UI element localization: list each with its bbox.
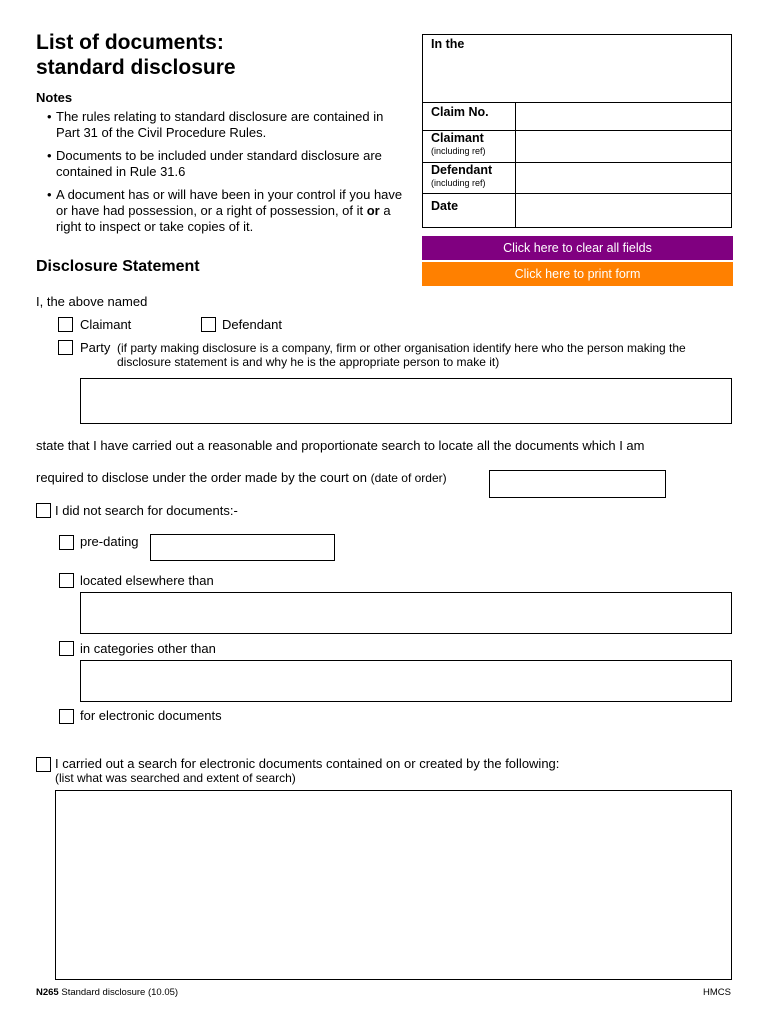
- intro-text: I, the above named: [36, 294, 148, 309]
- pre-dating-checkbox[interactable]: [59, 535, 74, 550]
- did-not-search-label: I did not search for documents:-: [55, 503, 238, 518]
- form-code: N265: [36, 987, 59, 998]
- note-item: [47, 109, 407, 141]
- title-line-2: standard disclosure: [36, 56, 236, 79]
- agency-label: HMCS: [703, 987, 731, 998]
- electronic-documents-label: for electronic documents: [80, 708, 222, 723]
- clear-fields-button[interactable]: Click here to clear all fields: [422, 236, 733, 260]
- electronic-search-label: I carried out a search for electronic documents contained on or created by the following:: [55, 756, 560, 771]
- date-field[interactable]: [516, 194, 731, 228]
- form-reference: [36, 987, 178, 998]
- party-details-field[interactable]: [80, 378, 732, 424]
- electronic-search-note: (list what was searched and extent of search): [55, 771, 296, 785]
- date-of-order-field[interactable]: [489, 470, 666, 498]
- claimant-checkbox[interactable]: [58, 317, 73, 332]
- claimant-label: Claimant: [431, 131, 484, 145]
- search-statement-text: required to disclose under the order made by the court on: [36, 470, 367, 485]
- electronic-search-checkbox[interactable]: [36, 757, 51, 772]
- note-text-after: a right to inspect or take copies of it.: [56, 203, 391, 234]
- notes-heading: Notes: [36, 90, 73, 105]
- note-text: Documents to be included under standard disclosure are contained in Rule 31.6: [56, 148, 382, 179]
- party-note-line-2: disclosure statement is and why he is the appropriate person to make it): [117, 355, 500, 369]
- bullet: •: [47, 187, 52, 202]
- bullet: •: [47, 109, 52, 124]
- date-label: Date: [431, 199, 459, 213]
- defendant-checkbox-label: Defendant: [222, 317, 282, 332]
- party-note-line-1: (if party making disclosure is a company, firm or other organisation identify here who the person making the: [117, 341, 686, 355]
- pre-dating-field[interactable]: [150, 534, 335, 561]
- page-title: [36, 30, 236, 80]
- electronic-search-field[interactable]: [55, 790, 732, 980]
- party-checkbox[interactable]: [58, 340, 73, 355]
- date-of-order-label: (date of order): [370, 471, 447, 485]
- claimant-checkbox-label: Claimant: [80, 317, 132, 332]
- defendant-ref-field[interactable]: [516, 163, 731, 193]
- pre-dating-label: pre-dating: [80, 534, 139, 549]
- did-not-search-checkbox[interactable]: [36, 503, 51, 518]
- print-form-button[interactable]: Click here to print form: [422, 262, 733, 286]
- note-item: [47, 187, 407, 235]
- claimant-sub-label: (including ref): [431, 146, 486, 156]
- defendant-sub-label: (including ref): [431, 178, 486, 188]
- defendant-label: Defendant: [431, 163, 493, 177]
- party-checkbox-label: Party: [80, 340, 111, 355]
- claim-details-table: [422, 34, 732, 228]
- defendant-checkbox[interactable]: [201, 317, 216, 332]
- search-statement-line-2: [36, 470, 447, 485]
- categories-other-field[interactable]: [80, 660, 732, 702]
- in-the-label: In the: [431, 37, 465, 51]
- categories-other-label: in categories other than: [80, 641, 216, 656]
- electronic-documents-checkbox[interactable]: [59, 709, 74, 724]
- disclosure-statement-heading: Disclosure Statement: [36, 258, 200, 275]
- claim-no-field[interactable]: [516, 103, 731, 130]
- note-item: [47, 148, 407, 180]
- bullet: •: [47, 148, 52, 163]
- categories-other-checkbox[interactable]: [59, 641, 74, 656]
- column-divider: [515, 102, 516, 228]
- note-text: The rules relating to standard disclosure are contained in Part 31 of the Civil Procedure Rules.: [56, 109, 384, 140]
- note-bold: or: [366, 203, 380, 218]
- form-name: Standard disclosure (10.05): [61, 987, 179, 998]
- located-elsewhere-checkbox[interactable]: [59, 573, 74, 588]
- title-line-1: List of documents:: [36, 31, 224, 54]
- located-elsewhere-field[interactable]: [80, 592, 732, 634]
- located-elsewhere-label: located elsewhere than: [80, 573, 214, 588]
- court-name-field[interactable]: [423, 53, 731, 102]
- note-text: A document has or will have been in your control if you have or have had possession, or a right of possession, of it: [56, 187, 403, 218]
- claim-no-label: Claim No.: [431, 105, 489, 119]
- search-statement-line-1: state that I have carried out a reasonable and proportionate search to locate all the documents which I am: [36, 438, 645, 453]
- claimant-ref-field[interactable]: [516, 131, 731, 162]
